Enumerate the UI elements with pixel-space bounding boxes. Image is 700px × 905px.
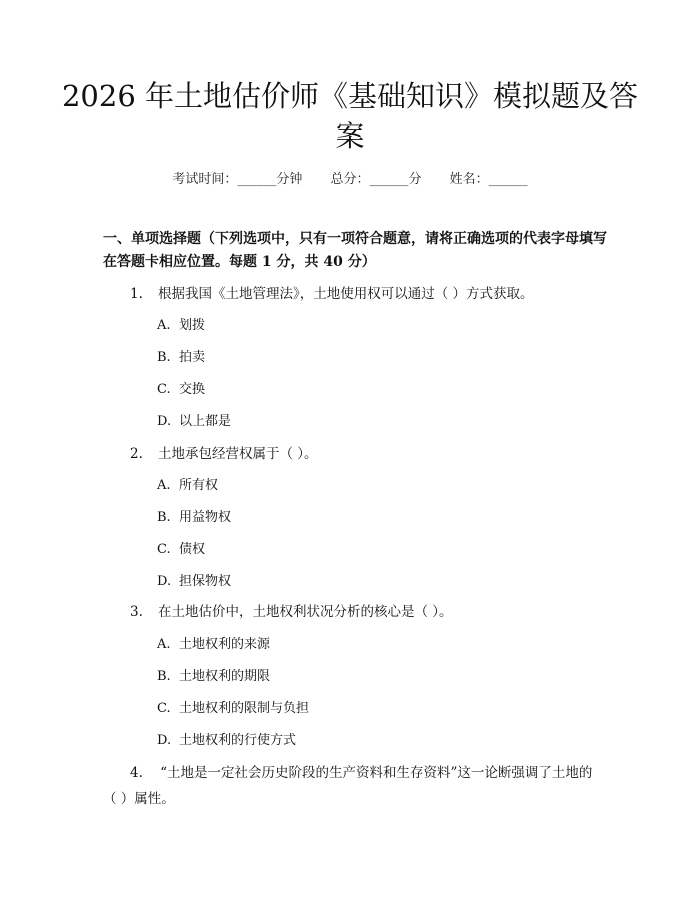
question-text: 根据我国《土地管理法》，土地使用权可以通过（ ）方式获取。 <box>158 286 534 302</box>
option-letter: C. <box>157 542 171 557</box>
question-number: 4. <box>130 765 143 781</box>
option-text: 以上都是 <box>179 414 232 429</box>
question-4 <box>103 760 603 812</box>
option-letter: D. <box>157 574 172 589</box>
option-letter: B. <box>157 350 171 365</box>
option-letter: A. <box>157 478 171 493</box>
exam-meta <box>0 168 700 187</box>
option-letter: D. <box>157 414 172 429</box>
option-1b <box>157 346 205 365</box>
question-number: 2. <box>130 446 143 462</box>
name-field: 姓名：______ <box>449 172 528 187</box>
option-2b <box>157 506 231 525</box>
option-text: 拍卖 <box>179 350 206 365</box>
option-letter: A. <box>157 318 171 333</box>
option-text: 担保物权 <box>179 574 232 589</box>
question-3 <box>130 600 453 620</box>
option-text: 用益物权 <box>179 510 232 525</box>
question-number: 1. <box>130 286 143 302</box>
option-3c <box>157 697 309 716</box>
option-2a <box>157 474 218 493</box>
question-text: 在土地估价中，土地权利状况分析的核心是（ ）。 <box>158 604 453 620</box>
option-2d <box>157 570 231 589</box>
exam-time-field: 考试时间：______分钟 <box>172 172 303 187</box>
option-letter: B. <box>157 669 171 684</box>
option-letter: A. <box>157 637 171 652</box>
document-title-line-2: 案 <box>335 119 365 153</box>
option-1a <box>157 314 205 333</box>
option-text: 土地权利的来源 <box>179 637 271 652</box>
question-text: 土地承包经营权属于（ ）。 <box>158 446 318 462</box>
question-text: “土地是一定社会历史阶段的生产资料和生存资料”这一论断强调了土地的（ ）属性。 <box>103 765 593 807</box>
document-title-line-1: 2026 年土地估价师《基础知识》模拟题及答 <box>61 79 639 113</box>
option-3b <box>157 665 270 684</box>
question-number: 3. <box>130 604 143 620</box>
total-score-field: 总分：______分 <box>330 172 422 187</box>
option-letter: B. <box>157 510 171 525</box>
option-text: 土地权利的期限 <box>179 669 271 684</box>
question-2 <box>130 442 318 462</box>
option-3a <box>157 633 270 652</box>
option-text: 债权 <box>179 542 206 557</box>
question-1 <box>130 282 534 302</box>
option-1d <box>157 410 231 429</box>
option-letter: C. <box>157 701 171 716</box>
option-text: 所有权 <box>179 478 219 493</box>
option-text: 交换 <box>179 382 206 397</box>
option-letter: D. <box>157 733 172 748</box>
option-1c <box>157 378 205 397</box>
option-text: 土地权利的限制与负担 <box>179 701 310 716</box>
option-text: 土地权利的行使方式 <box>179 733 297 748</box>
section-heading: 一、单项选择题（下列选项中，只有一项符合题意，请将正确选项的代表字母填写在答题卡相应位置。每题 1 分，共 40 分） <box>103 231 607 270</box>
option-letter: C. <box>157 382 171 397</box>
option-text: 划拨 <box>179 318 206 333</box>
option-2c <box>157 538 205 557</box>
option-3d <box>157 729 296 748</box>
